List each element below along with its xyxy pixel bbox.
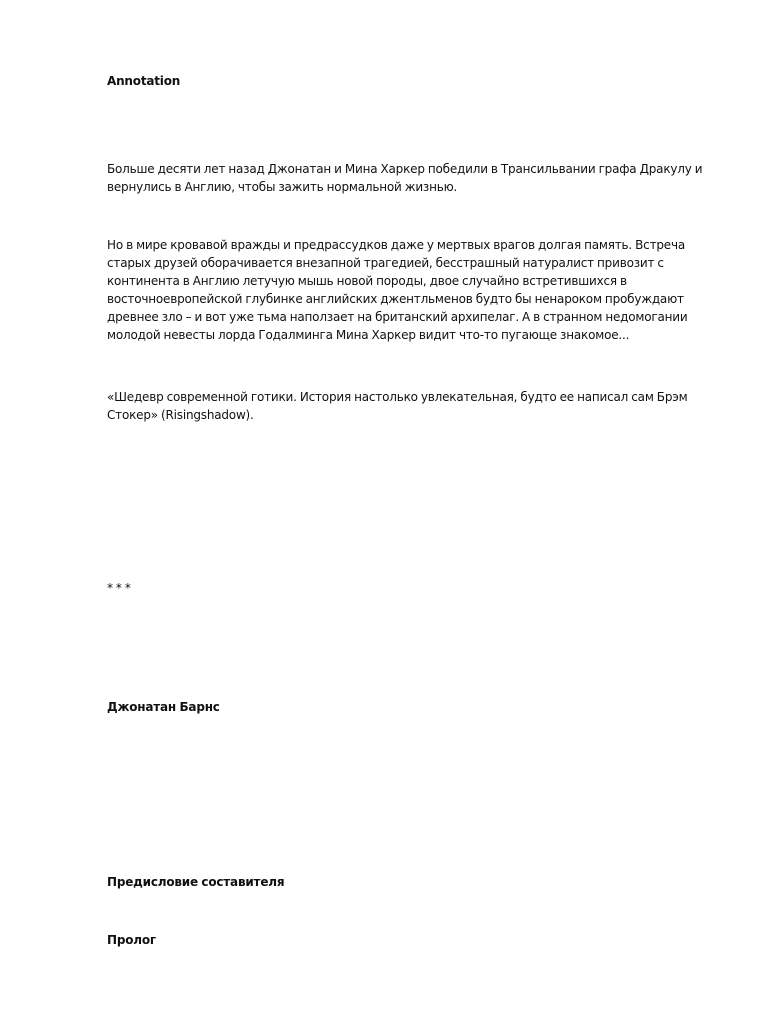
annotation-paragraph-2: Но в мире кровавой вражды и предрассудков даже у мертвых врагов долгая память. Встреча старых друзей оборачивается внезапной трагедией, бесстрашный натуралист привозит с континента в Англию летучую мышь новой породы, двое случайно встретившихся в восточноевропейской глубинке английских джентльменов будто бы ненароком пробуждают древнее зло – и вот уже тьма наползает на британский архипелаг. А в странном недомогании молодой невесты лорда Годалминга Мина Харкер видит что-то пугающе знакомое... — [107, 238, 688, 342]
annotation-paragraph-3: «Шедевр современной готики. История настолько увлекательная, будто ее написал сам Брэм Стокер» (Risingshadow). — [107, 390, 688, 422]
author-name: Джонатан Барнс — [107, 700, 220, 714]
annotation-paragraph-1: Больше десяти лет назад Джонатан и Мина Харкер победили в Трансильвании графа Дракулу и вернулись в Англию, чтобы зажить нормальной жизнью. — [107, 162, 703, 194]
toc-item-prologue: Пролог — [107, 933, 156, 947]
annotation-heading: Annotation — [107, 74, 181, 88]
section-separator: * * * — [107, 581, 131, 595]
toc-item-preface: Предисловие составителя — [107, 875, 285, 889]
